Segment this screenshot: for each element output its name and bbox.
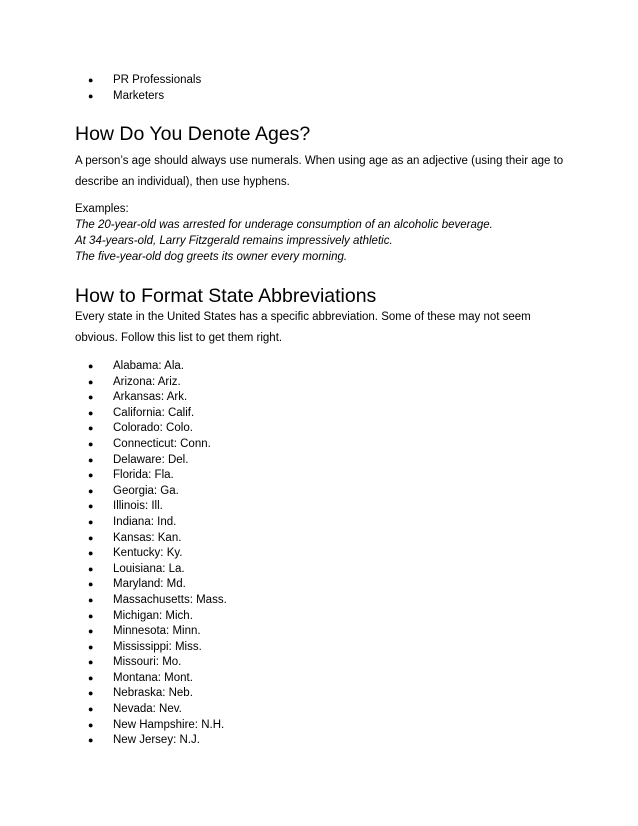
bullet-icon: ● [88, 90, 94, 101]
list-item [88, 468, 227, 484]
state-abbreviation: New Jersey: N.J. [113, 734, 200, 747]
list-item [88, 577, 227, 593]
list-item [88, 437, 227, 453]
state-abbreviation: New Hampshire: N.H. [113, 718, 225, 731]
list-item [88, 686, 227, 702]
state-abbreviation: Nevada: Nev. [113, 703, 182, 716]
top-bullet-list [88, 73, 201, 104]
bullet-icon: ● [88, 626, 94, 637]
state-abbreviation: Nebraska: Neb. [113, 687, 193, 700]
examples-label: Examples: [75, 203, 129, 215]
state-abbreviation: Kansas: Kan. [113, 531, 182, 544]
bullet-icon: ● [88, 719, 94, 730]
list-item [88, 421, 227, 437]
bullet-icon: ● [88, 407, 94, 418]
bullet-icon: ● [88, 548, 94, 559]
bullet-icon: ● [88, 563, 94, 574]
state-abbreviation: Colorado: Colo. [113, 422, 193, 435]
example-line: At 34-years-old, Larry Fitzgerald remains impressively athletic. [75, 235, 393, 247]
state-abbreviation: Louisiana: La. [113, 562, 185, 575]
bullet-icon: ● [88, 704, 94, 715]
state-abbreviation: Alabama: Ala. [113, 360, 184, 372]
bullet-icon: ● [88, 392, 94, 403]
list-item [88, 453, 227, 469]
state-abbreviation: Indiana: Ind. [113, 515, 177, 528]
bullet-icon: ● [88, 594, 94, 605]
state-abbreviation: Michigan: Mich. [113, 609, 193, 622]
ages-paragraph: A person’s age should always use numerals. When using age as an adjective (using their age to describe an individual), then use hyphens. [75, 155, 564, 188]
list-item [88, 406, 227, 422]
bullet-icon: ● [88, 485, 94, 496]
bullet-icon: ● [88, 516, 94, 527]
list-item [88, 718, 227, 734]
state-abbreviation: California: Calif. [113, 406, 195, 419]
example-line: The 20-year-old was arrested for underage consumption of an alcoholic beverage. [75, 219, 493, 231]
list-item [88, 499, 227, 515]
bullet-icon: ● [88, 579, 94, 590]
list-item [88, 655, 227, 671]
example-line: The five-year-old dog greets its owner every morning. [75, 251, 348, 263]
bullet-icon: ● [88, 376, 94, 387]
bullet-icon: ● [88, 361, 94, 371]
list-item [88, 546, 227, 562]
list-item [88, 531, 227, 547]
bullet-icon: ● [88, 438, 94, 449]
list-item [88, 375, 227, 391]
state-abbreviation: Georgia: Ga. [113, 484, 179, 497]
section-heading-states: How to Format State Abbreviations [75, 285, 377, 307]
state-abbreviation: Montana: Mont. [113, 671, 193, 684]
bullet-icon: ● [88, 688, 94, 699]
list-item [88, 359, 227, 375]
states-paragraph: Every state in the United States has a specific abbreviation. Some of these may not seem obvious. Follow this list to get them right. [75, 311, 531, 344]
list-item [88, 390, 227, 406]
bullet-icon: ● [88, 672, 94, 683]
bullet-icon: ● [88, 641, 94, 652]
bullet-icon: ● [88, 454, 94, 465]
list-item [88, 484, 227, 500]
state-abbreviation: Florida: Fla. [113, 469, 174, 482]
list-item [88, 562, 227, 578]
state-abbreviation: Massachusetts: Mass. [113, 593, 227, 606]
list-item [88, 609, 227, 625]
list-item [88, 733, 227, 749]
bullet-icon: ● [88, 532, 94, 543]
bullet-icon: ● [88, 657, 94, 668]
state-abbreviation: Illinois: Ill. [113, 500, 163, 513]
list-item: ● Marketers [88, 89, 201, 105]
list-item [88, 640, 227, 656]
list-item [88, 593, 227, 609]
state-abbreviation-list [88, 359, 227, 749]
state-abbreviation: Arkansas: Ark. [113, 391, 188, 404]
state-abbreviation: Arizona: Ariz. [113, 375, 181, 388]
section-heading-ages: How Do You Denote Ages? [75, 123, 311, 145]
state-abbreviation: Mississippi: Miss. [113, 640, 202, 653]
state-abbreviation: Minnesota: Minn. [113, 625, 201, 638]
state-abbreviation: Connecticut: Conn. [113, 437, 211, 450]
state-abbreviation: Missouri: Mo. [113, 656, 182, 669]
bullet-icon: ● [88, 423, 94, 434]
bullet-icon: ● [88, 75, 94, 85]
list-item: ● PR Professionals [88, 73, 201, 89]
list-item [88, 702, 227, 718]
list-item [88, 624, 227, 640]
state-abbreviation: Maryland: Md. [113, 578, 186, 591]
list-item [88, 515, 227, 531]
bullet-icon: ● [88, 470, 94, 481]
bullet-icon: ● [88, 735, 94, 746]
list-item [88, 671, 227, 687]
state-abbreviation: Kentucky: Ky. [113, 547, 183, 560]
bullet-icon: ● [88, 501, 94, 512]
state-abbreviation: Delaware: Del. [113, 453, 189, 466]
bullet-icon: ● [88, 610, 94, 621]
